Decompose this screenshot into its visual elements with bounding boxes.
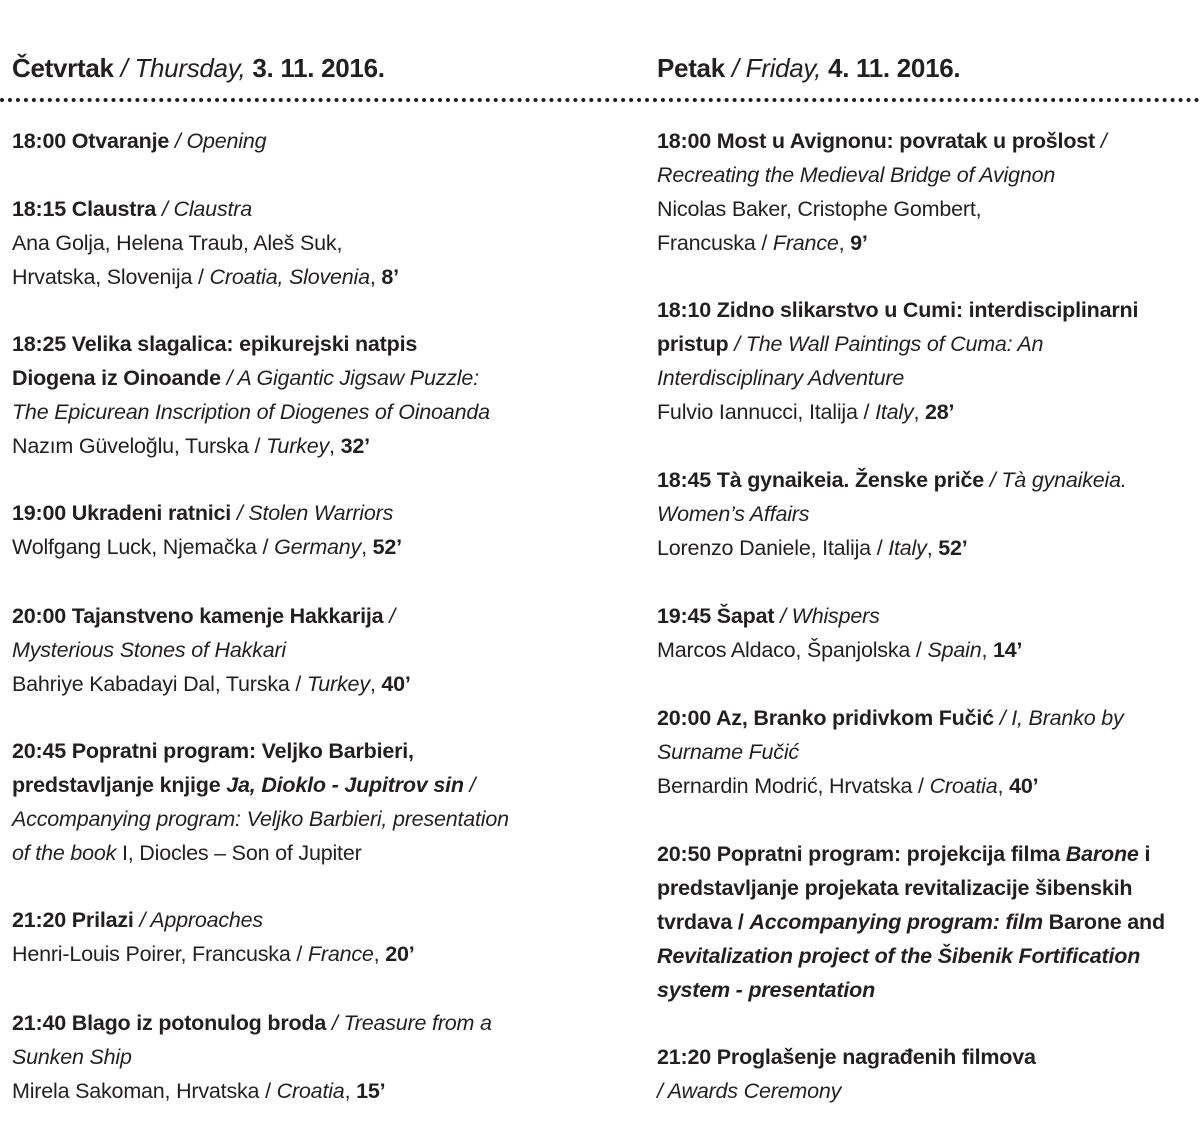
entry-title: 20:00 Az, Branko pridivkom Fučić <box>657 706 994 730</box>
schedule-entry <box>657 599 1022 667</box>
thursday-day-hr: Četvrtak <box>12 53 114 83</box>
schedule-entry <box>657 463 1127 565</box>
entry-authors: Ana Golja, Helena Traub, Aleš Suk, <box>12 231 343 255</box>
schedule-entry <box>12 124 266 158</box>
entry-title-en: / Awards Ceremony <box>657 1079 842 1103</box>
entry-separator: / <box>463 773 476 797</box>
entry-title: predstavljanje knjige <box>12 773 227 797</box>
entry-title: 18:10 Zidno slikarstvo u Cumi: interdisciplinarni <box>657 298 1139 322</box>
entry-title: 21:40 Blago iz potonulog broda <box>12 1011 327 1035</box>
entry-title: 20:00 Tajanstveno kamenje Hakkarija <box>12 604 384 628</box>
entry-title: Diogena iz Oinoande <box>12 366 221 390</box>
thursday-day-en: Thursday, <box>134 53 246 83</box>
entry-separator: / <box>383 604 395 628</box>
entry-title-en: / I, Branko by <box>993 706 1124 730</box>
schedule-entry <box>12 192 399 294</box>
schedule-entry <box>12 496 402 564</box>
entry-title: 18:00 Most u Avignonu: povratak u prošlost <box>657 129 1095 153</box>
entry-title: 18:25 Velika slagalica: epikurejski natpis <box>12 332 418 356</box>
entry-country-duration: Hrvatska, Slovenija / Croatia, Slovenia, 8’ <box>12 265 399 289</box>
entry-country-duration: Marcos Aldaco, Španjolska / Spain, 14’ <box>657 638 1023 662</box>
entry-title: 21:20 Prilazi <box>12 908 134 932</box>
schedule-entry <box>657 837 1165 1007</box>
entry-title-en: of the book <box>12 841 122 865</box>
entry-title: predstavljanje projekata revitalizacije šibenskih <box>657 876 1133 900</box>
film-title-en: Barone and <box>1048 910 1165 934</box>
entry-title-en: Surname Fučić <box>657 740 799 764</box>
entry-title-en: Sunken Ship <box>12 1045 132 1069</box>
entry-title-en: / Stolen Warriors <box>231 501 394 525</box>
entry-title-en: / Claustra <box>156 197 252 221</box>
header-divider <box>0 98 1200 102</box>
entry-title: 20:45 Popratni program: Veljko Barbieri, <box>12 739 414 763</box>
schedule-entry <box>12 903 414 971</box>
friday-header <box>657 53 960 84</box>
schedule-entry <box>12 327 490 463</box>
thursday-date: 3. 11. 2016. <box>245 53 385 83</box>
header-separator: / <box>724 53 746 83</box>
header-separator: / <box>113 53 135 83</box>
friday-date: 4. 11. 2016. <box>821 53 961 83</box>
schedule-entry <box>657 1040 1036 1108</box>
entry-country-duration: Francuska / France, 9’ <box>657 231 868 255</box>
entry-country-duration: Wolfgang Luck, Njemačka / Germany, 52’ <box>12 535 402 559</box>
entry-title-en: Women’s Affairs <box>657 502 810 526</box>
entry-country-duration: Bahriye Kabadayi Dal, Turska / Turkey, 40’ <box>12 672 411 696</box>
entry-title: 18:00 Otvaranje <box>12 129 170 153</box>
schedule-entry <box>657 701 1124 803</box>
entry-title-en: / Treasure from a <box>326 1011 492 1035</box>
book-title: Ja, Dioklo - Jupitrov sin <box>226 773 464 797</box>
entry-authors: Nicolas Baker, Cristophe Gombert, <box>657 197 982 221</box>
entry-title-en: / Tà gynaikeia. <box>984 468 1127 492</box>
entry-title-en: Accompanying program: Veljko Barbieri, presentation <box>12 807 509 831</box>
entry-title: 18:15 Claustra <box>12 197 157 221</box>
schedule-entry <box>12 1006 492 1108</box>
entry-title-en: Recreating the Medieval Bridge of Avignon <box>657 163 1056 187</box>
friday-day-en: Friday, <box>745 53 822 83</box>
entry-title-en: Revitalization project of the Šibenik Fortification <box>657 944 1141 968</box>
entry-country-duration: Nazım Güveloğlu, Turska / Turkey, 32’ <box>12 434 370 458</box>
schedule-entry <box>12 734 509 870</box>
thursday-header <box>12 53 385 84</box>
entry-title-en: The Epicurean Inscription of Diogenes of Oinoanda <box>12 400 490 424</box>
entry-title-en: / Opening <box>169 129 267 153</box>
entry-title: tvrdava / <box>657 910 750 934</box>
entry-title: 18:45 Tà gynaikeia. Ženske priče <box>657 468 985 492</box>
entry-title-en: / The Wall Paintings of Cuma: An <box>728 332 1044 356</box>
schedule-entry <box>657 293 1138 429</box>
friday-day-hr: Petak <box>657 53 725 83</box>
entry-country-duration: Fulvio Iannucci, Italija / Italy, 28’ <box>657 400 955 424</box>
film-title: Barone <box>1065 842 1139 866</box>
entry-title-en: system - presentation <box>657 978 876 1002</box>
entry-separator: / <box>1094 129 1107 153</box>
entry-title-en: Accompanying program: film <box>749 910 1049 934</box>
entry-title-en: / A Gigantic Jigsaw Puzzle: <box>220 366 479 390</box>
book-title-en: I, Diocles – Son of Jupiter <box>121 841 362 865</box>
entry-title: pristup <box>657 332 729 356</box>
entry-country-duration: Henri-Louis Poirer, Francuska / France, 20’ <box>12 942 415 966</box>
entry-title: 21:20 Proglašenje nagrađenih filmova <box>657 1045 1036 1069</box>
entry-title: 19:00 Ukradeni ratnici <box>12 501 232 525</box>
entry-title-en: Mysterious Stones of Hakkari <box>12 638 287 662</box>
entry-title: 19:45 Šapat <box>657 604 775 628</box>
entry-title: 20:50 Popratni program: projekcija filma <box>657 842 1066 866</box>
entry-title-en: / Approaches <box>133 908 263 932</box>
entry-country-duration: Mirela Sakoman, Hrvatska / Croatia, 15’ <box>12 1079 386 1103</box>
entry-title: i <box>1138 842 1151 866</box>
entry-title-en: Interdisciplinary Adventure <box>657 366 905 390</box>
entry-country-duration: Bernardin Modrić, Hrvatska / Croatia, 40’ <box>657 774 1039 798</box>
entry-title-en: / Whispers <box>774 604 880 628</box>
schedule-entry <box>657 124 1107 260</box>
schedule-entry <box>12 599 411 701</box>
entry-country-duration: Lorenzo Daniele, Italija / Italy, 52’ <box>657 536 968 560</box>
